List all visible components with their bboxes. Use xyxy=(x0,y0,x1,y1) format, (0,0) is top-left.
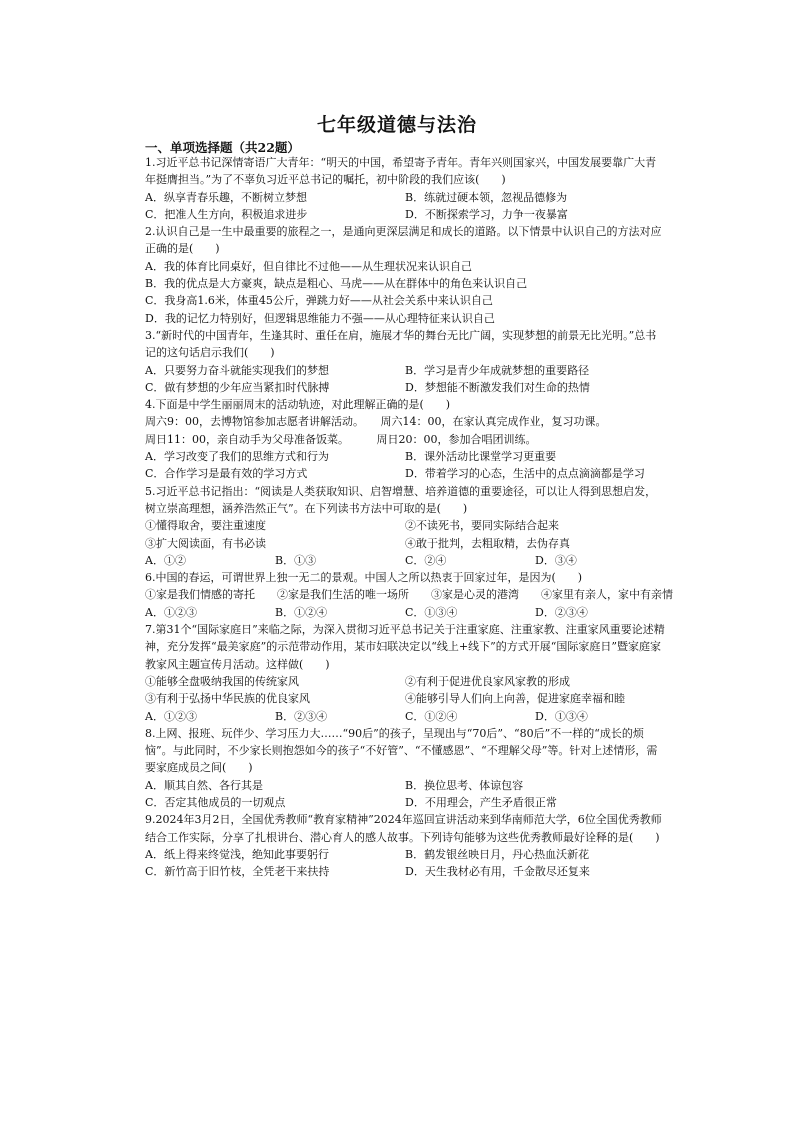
options-row xyxy=(145,465,665,482)
option-a: A．①② xyxy=(145,553,186,567)
items-row xyxy=(145,535,665,552)
option-a: A．①②③ xyxy=(145,709,197,723)
options-row xyxy=(145,604,665,621)
options-row xyxy=(145,206,665,223)
option-c: C．①③④ xyxy=(405,605,458,619)
option-a: A．纸上得来终觉浅，绝知此事要躬行 xyxy=(145,847,329,861)
option-d: D．我的记忆力特别好，但逻辑思维能力不强——从心理特征来认识自己 xyxy=(145,311,495,325)
question-stem: 9.2024年3月2日，全国优秀教师“教育家精神”2024年巡回宣讲活动来到华南师范大学，6位全国优秀教师结合工作实际，分享了扎根讲台、潜心育人的感人故事。下列诗句能够为这些优秀教师最好诠释的是( ) xyxy=(145,813,662,844)
item-3: ③有利于弘扬中华民族的优良家风 xyxy=(145,692,310,706)
items-row xyxy=(145,673,665,690)
option-b: B．②③④ xyxy=(275,709,328,723)
question-3 xyxy=(145,327,665,396)
material-line: 周日11：00，亲自动手为父母准备饭菜。 周日20：00，参加合唱团训练。 xyxy=(145,432,537,446)
option-b: B．换位思考、体谅包容 xyxy=(405,778,524,792)
option-d: D．不断探索学习，力争一夜暴富 xyxy=(405,207,568,221)
item-1: ①懂得取舍，要注重速度 xyxy=(145,519,266,533)
question-stem: 5.习近平总书记指出：“阅读是人类获取知识、启智增慧、培养道德的重要途径，可以让人得到思想启发，树立崇高理想，涵养浩然正气”。在下列读书方法中可取的是( ) xyxy=(145,484,657,515)
option-a: A．只要努力奋斗就能实现我们的梦想 xyxy=(145,363,329,377)
material-line: 周六9：00，去博物馆参加志愿者讲解活动。 周六14：00，在家认真完成作业，复习功课。 xyxy=(145,415,607,429)
options-row xyxy=(145,863,665,880)
options-row xyxy=(145,846,665,863)
question-stem: 6.中国的春运，可谓世界上独一无二的景观。中国人之所以热衷于回家过年，是因为( ) xyxy=(145,571,583,585)
options-row xyxy=(145,794,665,811)
question-1 xyxy=(145,154,665,223)
option-c: C．①②④ xyxy=(405,709,458,723)
question-6 xyxy=(145,569,673,621)
item-2: ②有利于促进优良家风家教的形成 xyxy=(405,674,570,688)
option-d: D．③④ xyxy=(535,553,577,567)
option-b: B．①②④ xyxy=(275,605,328,619)
page-title: 七年级道德与法治 xyxy=(316,114,477,136)
option-a: A．我的体育比同桌好，但自律比不过他——从生理状况来认识自己 xyxy=(145,259,472,273)
question-stem: 4.下面是中学生丽丽周末的活动轨迹，对此理解正确的是( ) xyxy=(145,398,451,412)
option-d: D．梦想能不断激发我们对生命的热情 xyxy=(405,380,590,394)
item-4: ④能够引导人们向上向善，促进家庭幸福和睦 xyxy=(405,692,625,706)
option-b: B．练就过硬本领，忽视品德修为 xyxy=(405,190,568,204)
question-stem: 3.“新时代的中国青年，生逢其时、重任在肩，施展才华的舞台无比广阔，实现梦想的前景无比光明。”总书记的这句话启示我们( ) xyxy=(145,328,657,360)
option-b: B．①③ xyxy=(275,553,317,567)
option-a: A．学习改变了我们的思维方式和行为 xyxy=(145,450,329,464)
options-row xyxy=(145,552,665,569)
options-row xyxy=(145,362,665,379)
option-c: C．否定其他成员的一切观点 xyxy=(145,795,286,809)
option-b: B．学习是青少年成就梦想的重要路径 xyxy=(405,363,590,377)
option-c: C．②④ xyxy=(405,553,447,567)
option-c: C．我身高1.6米，体重45公斤，弹跳力好——从社会关系中来认识自己 xyxy=(145,294,493,308)
option-d: D．②③④ xyxy=(535,605,588,619)
option-c: C．做有梦想的少年应当紧扣时代脉搏 xyxy=(145,380,330,394)
options-row xyxy=(145,708,665,725)
option-c: C．新竹高于旧竹枝，全凭老干来扶持 xyxy=(145,865,330,879)
question-stem: 7.第31个“国际家庭日”来临之际，为深入贯彻习近平总书记关于注重家庭、注重家教、注重家风重要论述精神，充分发挥“最美家庭”的示范带动作用，某市妇联决定以“线上+线下”的方式开展“国际家庭日”暨家庭家教家风主题宣传月活动。这样做( ) xyxy=(145,623,665,671)
option-b: B．课外活动比课堂学习更重要 xyxy=(405,450,557,464)
section-heading: 一、单项选择题（共22题） xyxy=(145,140,300,155)
options-row xyxy=(145,777,665,794)
items-line: ①家是我们情感的寄托 ②家是我们生活的唯一场所 ③家是心灵的港湾 ④家里有亲人，家中有亲情 xyxy=(145,588,673,602)
option-d: D．①③④ xyxy=(535,709,588,723)
option-c: C．合作学习是最有效的学习方式 xyxy=(145,467,308,481)
option-b: B．鹤发银丝映日月，丹心热血沃新花 xyxy=(405,847,590,861)
item-1: ①能够全盘吸纳我国的传统家风 xyxy=(145,674,299,688)
item-3: ③扩大阅读面，有书必读 xyxy=(145,536,266,550)
question-8 xyxy=(145,725,665,811)
options-row xyxy=(145,189,665,206)
options-row xyxy=(145,379,665,396)
question-2 xyxy=(145,223,665,327)
option-d: D．天生我材必有用，千金散尽还复来 xyxy=(405,865,590,879)
item-2: ②不读死书，要同实际结合起来 xyxy=(405,519,559,533)
question-7 xyxy=(145,621,665,725)
option-d: D．不用理会，产生矛盾很正常 xyxy=(405,795,557,809)
question-9 xyxy=(145,811,665,880)
option-a: A．顺其自然、各行其是 xyxy=(145,778,263,792)
option-a: A．①②③ xyxy=(145,605,197,619)
options-row xyxy=(145,448,665,465)
items-row xyxy=(145,517,665,534)
question-5 xyxy=(145,483,665,569)
option-d: D．带着学习的心态，生活中的点点滴滴都是学习 xyxy=(405,467,645,481)
option-a: A．纵享青春乐趣，不断树立梦想 xyxy=(145,190,307,204)
question-stem: 1.习近平总书记深情寄语广大青年：“明天的中国，希望寄予青年。青年兴则国家兴，中国发展要靠广大青年挺膺担当。”为了不辜负习近平总书记的嘱托，初中阶段的我们应该( ) xyxy=(145,156,657,187)
question-stem: 8.上网、报班、玩伴少、学习压力大……“90后”的孩子，呈现出与“70后”、“80后”不一样的“成长的烦恼”。与此同时，不少家长则抱怨如今的孩子“不好管”、“不懂感恩”、“不理解父母”等。针对上述情形，需要家庭成员之间( ) xyxy=(145,726,658,775)
option-b: B．我的优点是大方豪爽，缺点是粗心、马虎——从在群体中的角色来认识自己 xyxy=(145,277,528,291)
item-4: ④敢于批判，去粗取精，去伪存真 xyxy=(405,536,570,550)
option-c: C．把准人生方向，积极追求进步 xyxy=(145,207,308,221)
question-stem: 2.认识自己是一生中最重要的旅程之一，是通向更深层满足和成长的道路。以下情景中认识自己的方法对应正确的是( ) xyxy=(145,225,662,256)
items-row xyxy=(145,690,665,707)
question-4 xyxy=(145,396,665,482)
question-list xyxy=(145,154,673,880)
